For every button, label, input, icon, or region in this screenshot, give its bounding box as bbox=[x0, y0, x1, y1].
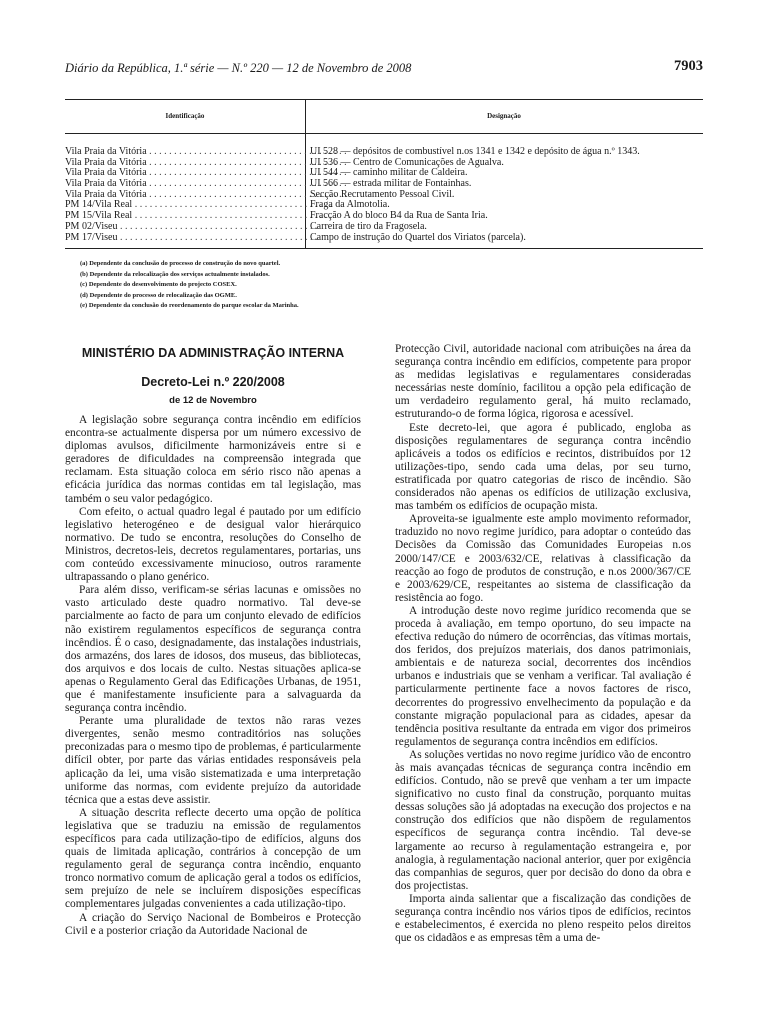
table-notes bbox=[80, 259, 299, 312]
body-paragraph: A legislação sobre segurança contra incêndio em edifícios encontra-se actualmente dispersa por um número excessivo de diplomas avulsos, dificilmente harmonizáveis entre si e geradores de dificuldades na compreensão integrada que reclamam. Esta situação coloca em sério risco não apenas a eficácia jurídica das normas contidas em tal legislação, mas também o seu valor pedagógico. bbox=[65, 414, 361, 505]
dot-leader: . . . . . . . . . . . . . . . . . . . . . . . . . . . . . . . . . . . . . . . . bbox=[132, 210, 333, 222]
decree-title: Decreto-Lei n.º 220/2008 bbox=[141, 375, 285, 389]
header-identification: Identificação bbox=[165, 112, 205, 120]
identification-text: PM 15/Vila Real bbox=[65, 210, 133, 222]
dot-leader: . . . . . . . . . . . . . . . . . . . . . . . . . . . . . . . . . . . . . . . . bbox=[132, 199, 333, 211]
left-text bbox=[65, 414, 361, 938]
row-designation: UI 528 — depósitos de combustível n.os 1341 e 1342 e depósito de água n.º 1343. bbox=[310, 146, 640, 157]
body-paragraph: Aproveita-se igualmente este amplo movimento reformador, traduzido no novo regime jurídico, para adoptar o conteúdo das Decisões da Comissão das Comunidades Europeias n.os 2000/147/CE e 2003/632/CE, relativas à classificação da reacção ao fogo de produtos de construção, e n.os 2000/367/CE e 2003/629/CE, respeitantes ao sistema de classificação da resistência ao fogo. bbox=[395, 513, 691, 604]
footnote: (d) Dependente do processo de relocalização das OGME. bbox=[80, 291, 237, 299]
body-paragraph: Para além disso, verificam-se sérias lacunas e omissões no vasto articulado deste quadro normativo. Tal deve-se parcialmente ao facto de para um conjunto elevado de edifícios não existirem regulamentos específicos de segurança contra incêndios. É o caso, designadamente, das instalações industriais, dos armazéns, dos lares de idosos, dos museus, das bibliotecas, dos arquivos e dos locais de culto. Nestas situações aplica-se apenas o Regulamento Geral das Edificações Urbanas, de 1951, que é manifestamente insuficiente para a salvaguarda da segurança contra incêndio. bbox=[65, 584, 361, 715]
row-designation: UI 544 — caminho militar de Caldeira. bbox=[310, 167, 468, 179]
row-designation: Carreira de tiro da Fragosela. bbox=[310, 220, 427, 232]
identification-text: Vila Praia da Vitória bbox=[65, 188, 147, 200]
body-paragraph: A situação descrita reflecte decerto uma opção de política legislativa que se traduziu na emissão de regulamentos específicos para cada utilização-tipo de edifícios, alguns dos quais de limitada aplicação, contrários à concepção de um regulamento geral de segurança contra incêndio, enquanto tronco normativo comum de aplicação geral a todos os edifícios, sem prejuízo de nele se incluírem disposições específicas complementares julgadas convenientes a cada utilização-tipo. bbox=[65, 806, 361, 911]
row-identification bbox=[65, 231, 318, 244]
identification-text: PM 17/Viseu bbox=[65, 231, 118, 243]
dot-leader: . . . . . . . . . . . . . . . . . . . . . . . . . . . . . . . . . . . . . . . . bbox=[146, 167, 347, 179]
footnote: (b) Dependente da relocalização dos serviços actualmente instalados. bbox=[80, 270, 270, 278]
body-paragraph: Protecção Civil, autoridade nacional com atribuições na área da segurança contra incêndio em edifícios, competente para propor as medidas legislativas e regulamentares consideradas necessárias neste domínio, facilitou a opção pela edificação de um verdadeiro regulamento geral, há muito reclamado, estruturando-o de forma lógica, rigorosa e acessível. bbox=[395, 343, 691, 421]
page-number: 7903 bbox=[674, 58, 703, 74]
footnote: (e) Dependente da conclusão do reordenamento do parque escolar da Marinha. bbox=[80, 302, 299, 310]
identification-text: PM 14/Vila Real bbox=[65, 199, 133, 211]
running-title: Diário da República, 1.ª série — N.º 220 — 12 de Novembro de 2008 bbox=[65, 61, 412, 75]
ministry-title: MINISTÉRIO DA ADMINISTRAÇÃO INTERNA bbox=[81, 346, 345, 360]
identification-text: Vila Praia da Vitória bbox=[65, 167, 147, 179]
dot-leader: . . . . . . . . . . . . . . . . . . . . . . . . . . . . . . . . . . . . . . . . bbox=[146, 146, 347, 157]
body-paragraph: As soluções vertidas no novo regime jurídico vão de encontro às mais avançadas técnicas de segurança contra incêndio em edifícios. Contudo, não se prevê que venham a ter um impacte significativo no custo final da construção, porquanto muitas dessas soluções são já adoptadas na execução dos projectos e na construção dos edifícios que não dispõem de regulamentos específicos de segurança contra incêndio. Tal deve-se largamente ao recurso à regulamentação estrangeira e, por analogia, à regulamentação nacional anterior, quer por exigência das companhias de seguros, quer por decisão do dono da obra e dos projectistas. bbox=[395, 748, 691, 892]
identification-text: Vila Praia da Vitória bbox=[65, 156, 147, 168]
body-paragraph: Este decreto-lei, que agora é publicado, engloba as disposições regulamentares de segurança contra incêndio aplicáveis a todos os edifícios e recintos, distribuídos por 12 utilizações-tipo, sendo cada uma delas, por seu turno, estratificada por quatro categorias de risco de incêndio. São considerados não apenas os edifícios de utilização exclusiva, mas também os edifícios de ocupação mista. bbox=[395, 421, 691, 513]
running-header bbox=[65, 58, 703, 80]
identification-text: Vila Praia da Vitória bbox=[65, 178, 147, 190]
dot-leader: . . . . . . . . . . . . . . . . . . . . . . . . . . . . . . . . . . . . . . . . bbox=[117, 231, 318, 243]
identification-text: PM 02/Viseu bbox=[65, 220, 118, 232]
row-designation: UI 566 — estrada militar de Fontainhas. bbox=[310, 178, 472, 190]
body-paragraph: Com efeito, o actual quadro legal é pautado por um edifício legislativo heterogéneo e de desigual valor hierárquico normativo. De tudo se encontra, resoluções do Conselho de Ministros, decretos-leis, decretos regulamentares, portarias, uns com conteúdo excessivamente minucioso, outros raramente ultrapassando o plano genérico. bbox=[65, 505, 361, 584]
dot-leader: . . . . . . . . . . . . . . . . . . . . . . . . . . . . . . . . . . . . . . . . bbox=[146, 188, 347, 200]
property-table bbox=[65, 99, 703, 249]
body-paragraph: Perante uma pluralidade de textos não raras vezes divergentes, senão mesmo contraditórios nas soluções preconizadas para o mesmo tipo de problemas, é particularmente difícil obter, por parte das várias entidades responsáveis pela aplicação da lei, uma visão sistematizada e uma interpretação uniforme das normas, com evidente prejuízo da autoridade técnica que a estas deve assistir. bbox=[65, 715, 361, 806]
dot-leader: . . . . . . . . . . . . . . . . . . . . . . . . . . . . . . . . . . . . . . . . bbox=[117, 220, 318, 232]
left-column bbox=[65, 346, 361, 938]
table-header bbox=[65, 100, 703, 134]
body-paragraph: Importa ainda salientar que a fiscalização das condições de segurança contra incêndio nos vários tipos de edifícios, recintos e estabelecimentos, é exercida no pleno respeito pelos direitos que os cidadãos e as empresas têm a uma de- bbox=[395, 892, 691, 945]
body-paragraph: A introdução deste novo regime jurídico recomenda que se proceda à avaliação, em tempo oportuno, do seu impacte na efectiva redução do número de ocorrências, das vítimas mortais, dos feridos, dos prejuízos materiais, dos danos patrimoniais, ambientais e de natureza social, decorrentes dos incêndios urbanos e industriais que se venham a verificar. Tal avaliação é particularmente pertinente face a novos factores de risco, decorrentes do progressivo envelhecimento da população e da constante migração populacional para as cidades, apesar da tendência positiva resultante da entrada em vigor dos primeiros regulamentos de segurança contra incêndios em edifícios. bbox=[395, 604, 691, 748]
row-designation: Campo de instrução do Quartel dos Viriatos (parcela). bbox=[310, 231, 526, 243]
decree-date: de 12 de Novembro bbox=[169, 395, 257, 406]
body-paragraph: A criação do Serviço Nacional de Bombeiros e Protecção Civil e a posterior criação da Autoridade Nacional de bbox=[65, 911, 361, 937]
row-designation: UI 536 — Centro de Comunicações de Agualva. bbox=[310, 156, 504, 168]
footnote: (c) Dependente do desenvolvimento do projecto COSEX. bbox=[80, 281, 237, 289]
right-text bbox=[395, 343, 691, 945]
dot-leader: . . . . . . . . . . . . . . . . . . . . . . . . . . . . . . . . . . . . . . . . bbox=[146, 156, 347, 168]
right-column bbox=[395, 343, 691, 945]
row-designation: Fraga da Almotolia. bbox=[310, 199, 390, 211]
dot-leader: . . . . . . . . . . . . . . . . . . . . . . . . . . . . . . . . . . . . . . . . bbox=[146, 178, 347, 190]
table-body bbox=[65, 134, 703, 248]
header-designation: Designação bbox=[487, 112, 521, 120]
table-row bbox=[65, 233, 703, 244]
row-designation: Secção Recrutamento Pessoal Civil. bbox=[310, 188, 455, 200]
row-designation: Fracção A do bloco B4 da Rua de Santa Iria. bbox=[310, 210, 488, 222]
footnote: (a) Dependente da conclusão do processo de construção do novo quartel. bbox=[80, 260, 281, 267]
identification-text: Vila Praia da Vitória bbox=[65, 146, 147, 157]
